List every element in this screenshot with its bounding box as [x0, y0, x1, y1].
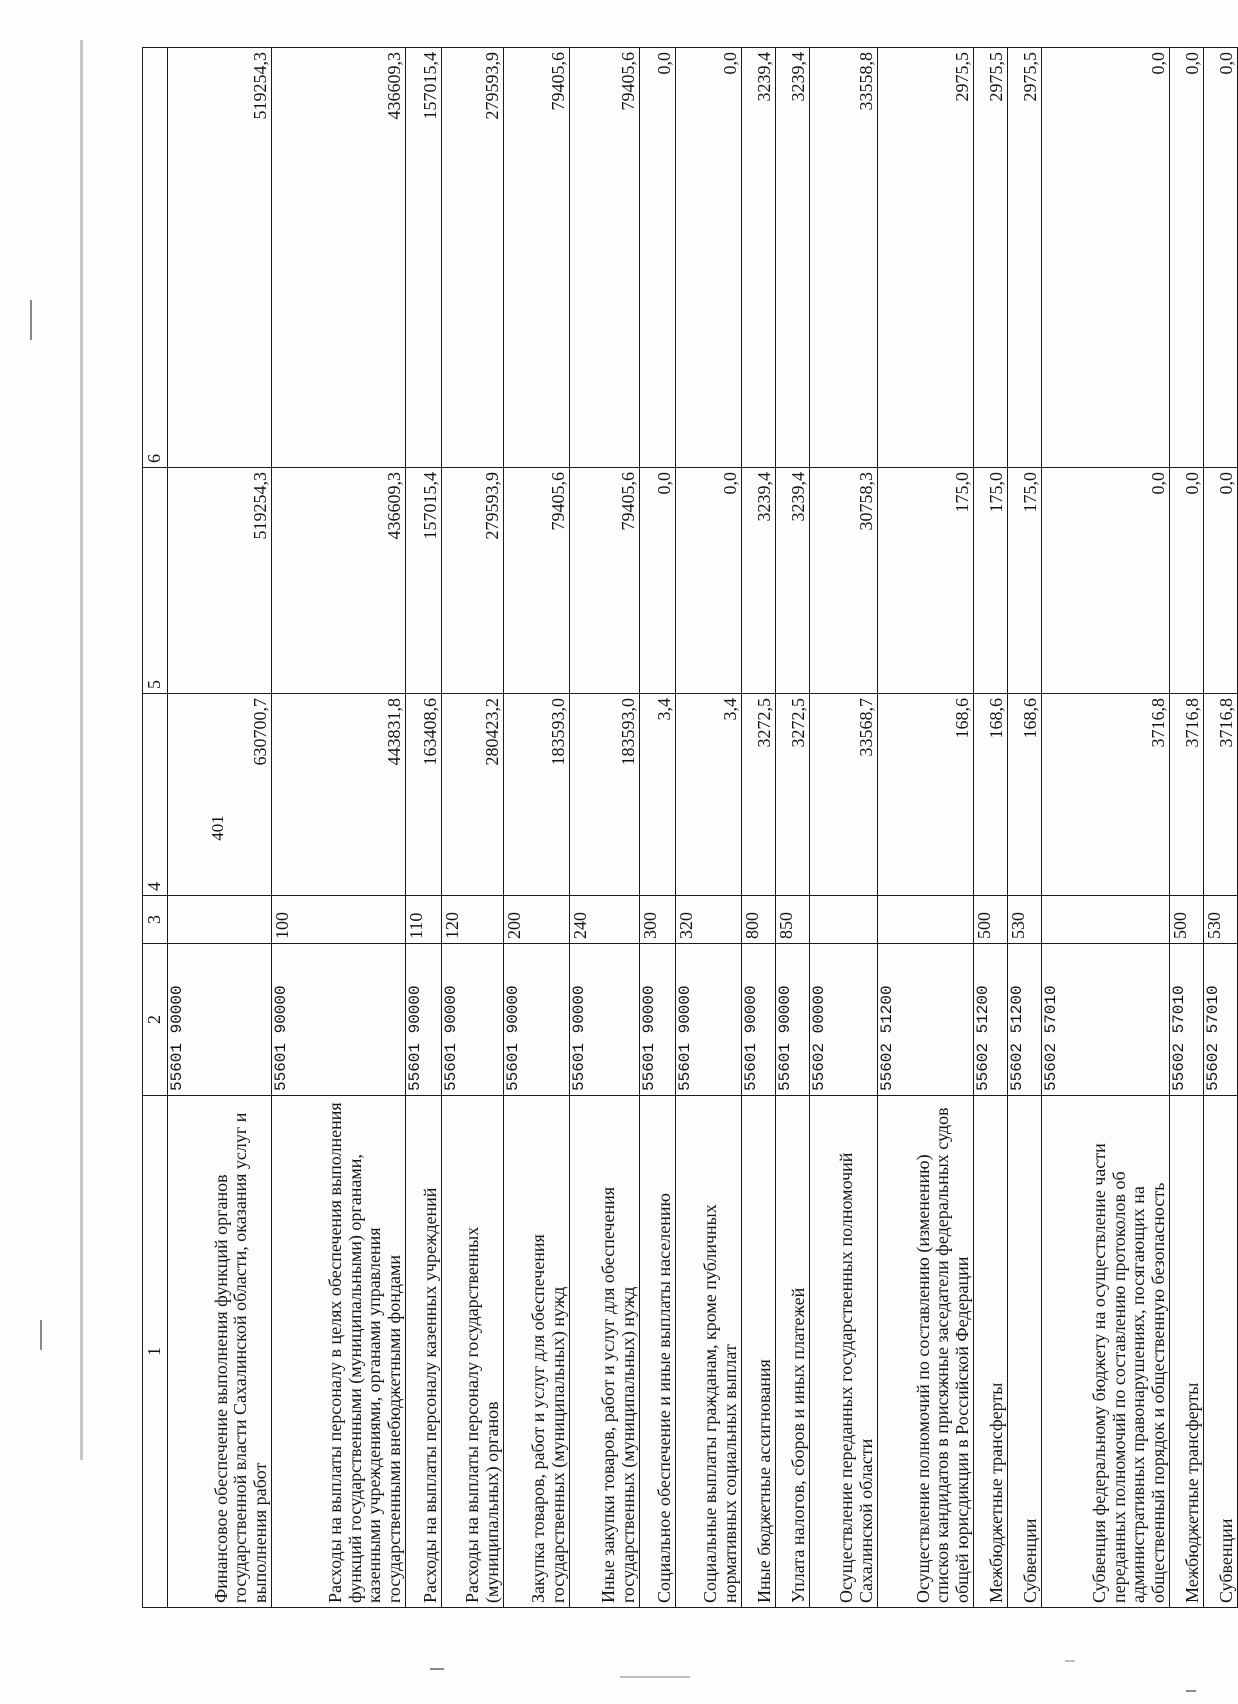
row-code: 55602 57010: [1042, 944, 1170, 1096]
row-value-col4: 3272,5: [742, 694, 776, 896]
row-value-col5: 30758,3: [810, 468, 878, 694]
row-value-col5: 0,0: [1042, 468, 1170, 694]
row-value-col6: 2975,5: [878, 48, 974, 468]
row-value-col5: 436609,3: [272, 468, 406, 694]
row-name: Расходы на выплаты персоналу казенных учреждений: [406, 1096, 442, 1608]
row-kind: 850: [776, 896, 810, 944]
table-row: [1204, 48, 1238, 1608]
row-name: Закупка товаров, работ и услуг для обеспечения государственных (муниципальных) нужд: [504, 1096, 570, 1608]
row-value-col5: 0,0: [640, 468, 676, 694]
row-value-col5: 3239,4: [776, 468, 810, 694]
column-header-4: 4: [143, 694, 168, 896]
budget-table: [142, 47, 1238, 1608]
row-value-col6: 3239,4: [776, 48, 810, 468]
scan-noise: [30, 300, 32, 340]
row-value-col5: 0,0: [676, 468, 742, 694]
row-value-col4: 168,6: [878, 694, 974, 896]
row-value-col5: 175,0: [974, 468, 1008, 694]
column-number-row: [143, 48, 168, 1608]
scan-noise: [40, 1320, 42, 1350]
row-value-col6: 0,0: [676, 48, 742, 468]
row-value-col5: 0,0: [1170, 468, 1204, 694]
row-value-col4: 3716,8: [1170, 694, 1204, 896]
row-value-col6: 0,0: [1204, 48, 1238, 468]
row-name: Субвенции: [1204, 1096, 1238, 1608]
row-code: 55602 51200: [878, 944, 974, 1096]
row-value-col6: 79405,6: [570, 48, 640, 468]
row-value-col6: 279593,9: [442, 48, 504, 468]
row-value-col6: 2975,5: [974, 48, 1008, 468]
row-value-col5: 79405,6: [570, 468, 640, 694]
table-row: [1170, 48, 1204, 1608]
row-value-col5: 519254,3: [168, 468, 272, 694]
row-kind: [1042, 896, 1170, 944]
row-value-col6: 0,0: [640, 48, 676, 468]
column-header-5: 5: [143, 468, 168, 694]
row-kind: 530: [1204, 896, 1238, 944]
row-kind: 530: [1008, 896, 1042, 944]
row-value-col4: 33568,7: [810, 694, 878, 896]
row-name: Социальные выплаты гражданам, кроме публичных нормативных социальных выплат: [676, 1096, 742, 1608]
scan-noise: [620, 1676, 690, 1678]
row-value-col6: 157015,4: [406, 48, 442, 468]
table-row: [676, 48, 742, 1608]
row-kind: 320: [676, 896, 742, 944]
row-value-col6: 519254,3: [168, 48, 272, 468]
scan-noise: [1186, 1690, 1196, 1692]
table-row: [504, 48, 570, 1608]
page-number: 401: [208, 815, 227, 841]
row-kind: 240: [570, 896, 640, 944]
row-name: Субвенция федеральному бюджету на осуществление части переданных полномочий по составлению протоколов об административных правонарушениях, посягающих на общественный порядок и общественную безопасность: [1042, 1096, 1170, 1608]
budget-table-body: [143, 48, 1238, 1608]
row-value-col4: 168,6: [974, 694, 1008, 896]
row-value-col4: 3,4: [676, 694, 742, 896]
row-value-col6: 3239,4: [742, 48, 776, 468]
row-kind: 500: [974, 896, 1008, 944]
row-value-col5: 279593,9: [442, 468, 504, 694]
table-row: [776, 48, 810, 1608]
row-name: Осуществление полномочий по составлению (изменению) списков кандидатов в присяжные заседатели федеральных судов общей юрисдикции в Российской Федерации: [878, 1096, 974, 1608]
scan-noise: [80, 40, 83, 1460]
row-name: Уплата налогов, сборов и иных платежей: [776, 1096, 810, 1608]
row-code: 55602 57010: [1204, 944, 1238, 1096]
row-kind: 110: [406, 896, 442, 944]
row-value-col5: 79405,6: [504, 468, 570, 694]
row-code: 55601 90000: [570, 944, 640, 1096]
row-value-col4: 163408,6: [406, 694, 442, 896]
row-code: 55601 90000: [640, 944, 676, 1096]
scan-noise: [1065, 1660, 1075, 1662]
column-header-6: 6: [143, 48, 168, 468]
row-name: Межбюджетные трансферты: [974, 1096, 1008, 1608]
row-code: 55601 90000: [776, 944, 810, 1096]
table-row: [272, 48, 406, 1608]
row-name: Иные закупки товаров, работ и услуг для обеспечения государственных (муниципальных) нужд: [570, 1096, 640, 1608]
row-kind: 500: [1170, 896, 1204, 944]
row-code: 55601 90000: [742, 944, 776, 1096]
row-kind: 800: [742, 896, 776, 944]
row-kind: [878, 896, 974, 944]
row-name: Межбюджетные трансферты: [1170, 1096, 1204, 1608]
row-value-col5: 3239,4: [742, 468, 776, 694]
scan-noise: [430, 1668, 444, 1670]
row-value-col4: 443831,8: [272, 694, 406, 896]
table-row: [1008, 48, 1042, 1608]
row-code: 55602 51200: [1008, 944, 1042, 1096]
column-header-2: 2: [143, 944, 168, 1096]
row-value-col4: 3716,8: [1204, 694, 1238, 896]
row-name: Финансовое обеспечение выполнения функций органов государственной власти Сахалинской области, оказания услуг и выполнения работ: [168, 1096, 272, 1608]
row-code: 55601 90000: [272, 944, 406, 1096]
row-value-col5: 157015,4: [406, 468, 442, 694]
row-name: Социальное обеспечение и иные выплаты населению: [640, 1096, 676, 1608]
row-code: 55602 51200: [974, 944, 1008, 1096]
row-kind: 120: [442, 896, 504, 944]
row-value-col4: 280423,2: [442, 694, 504, 896]
rotated-sheet: [142, 48, 1236, 1608]
table-row: [640, 48, 676, 1608]
column-header-1: 1: [143, 1096, 168, 1608]
row-name: Иные бюджетные ассигнования: [742, 1096, 776, 1608]
table-row: [974, 48, 1008, 1608]
row-value-col4: 3,4: [640, 694, 676, 896]
row-value-col6: 436609,3: [272, 48, 406, 468]
row-kind: [810, 896, 878, 944]
row-code: 55602 57010: [1170, 944, 1204, 1096]
table-row: [570, 48, 640, 1608]
row-name: Субвенции: [1008, 1096, 1042, 1608]
row-kind: 100: [272, 896, 406, 944]
row-value-col6: 0,0: [1042, 48, 1170, 468]
row-value-col4: 630700,7: [168, 694, 272, 896]
row-name: Расходы на выплаты персоналу в целях обеспечения выполнения функций государственными (муниципальными) органами, казенными учреждениями, органами управления государственными внебюджетными фондами: [272, 1096, 406, 1608]
row-code: 55601 90000: [504, 944, 570, 1096]
row-name: Расходы на выплаты персоналу государственных (муниципальных) органов: [442, 1096, 504, 1608]
row-name: Осуществление переданных государственных полномочий Сахалинской области: [810, 1096, 878, 1608]
row-value-col5: 175,0: [1008, 468, 1042, 694]
table-row: [742, 48, 776, 1608]
table-row: [810, 48, 878, 1608]
row-code: 55602 00000: [810, 944, 878, 1096]
row-value-col4: 183593,0: [504, 694, 570, 896]
table-row: [442, 48, 504, 1608]
row-value-col6: 33558,8: [810, 48, 878, 468]
row-value-col4: 183593,0: [570, 694, 640, 896]
row-code: 55601 90000: [168, 944, 272, 1096]
column-header-3: 3: [143, 896, 168, 944]
row-code: 55601 90000: [406, 944, 442, 1096]
row-value-col5: 175,0: [878, 468, 974, 694]
row-value-col5: 0,0: [1204, 468, 1238, 694]
row-code: 55601 90000: [676, 944, 742, 1096]
row-value-col6: 2975,5: [1008, 48, 1042, 468]
row-kind: 300: [640, 896, 676, 944]
table-row: [406, 48, 442, 1608]
row-value-col4: 168,6: [1008, 694, 1042, 896]
row-value-col4: 3272,5: [776, 694, 810, 896]
row-value-col6: 79405,6: [504, 48, 570, 468]
table-row: [878, 48, 974, 1608]
row-kind: 200: [504, 896, 570, 944]
table-row: [1042, 48, 1170, 1608]
row-code: 55601 90000: [442, 944, 504, 1096]
row-value-col4: 3716,8: [1042, 694, 1170, 896]
row-value-col6: 0,0: [1170, 48, 1204, 468]
